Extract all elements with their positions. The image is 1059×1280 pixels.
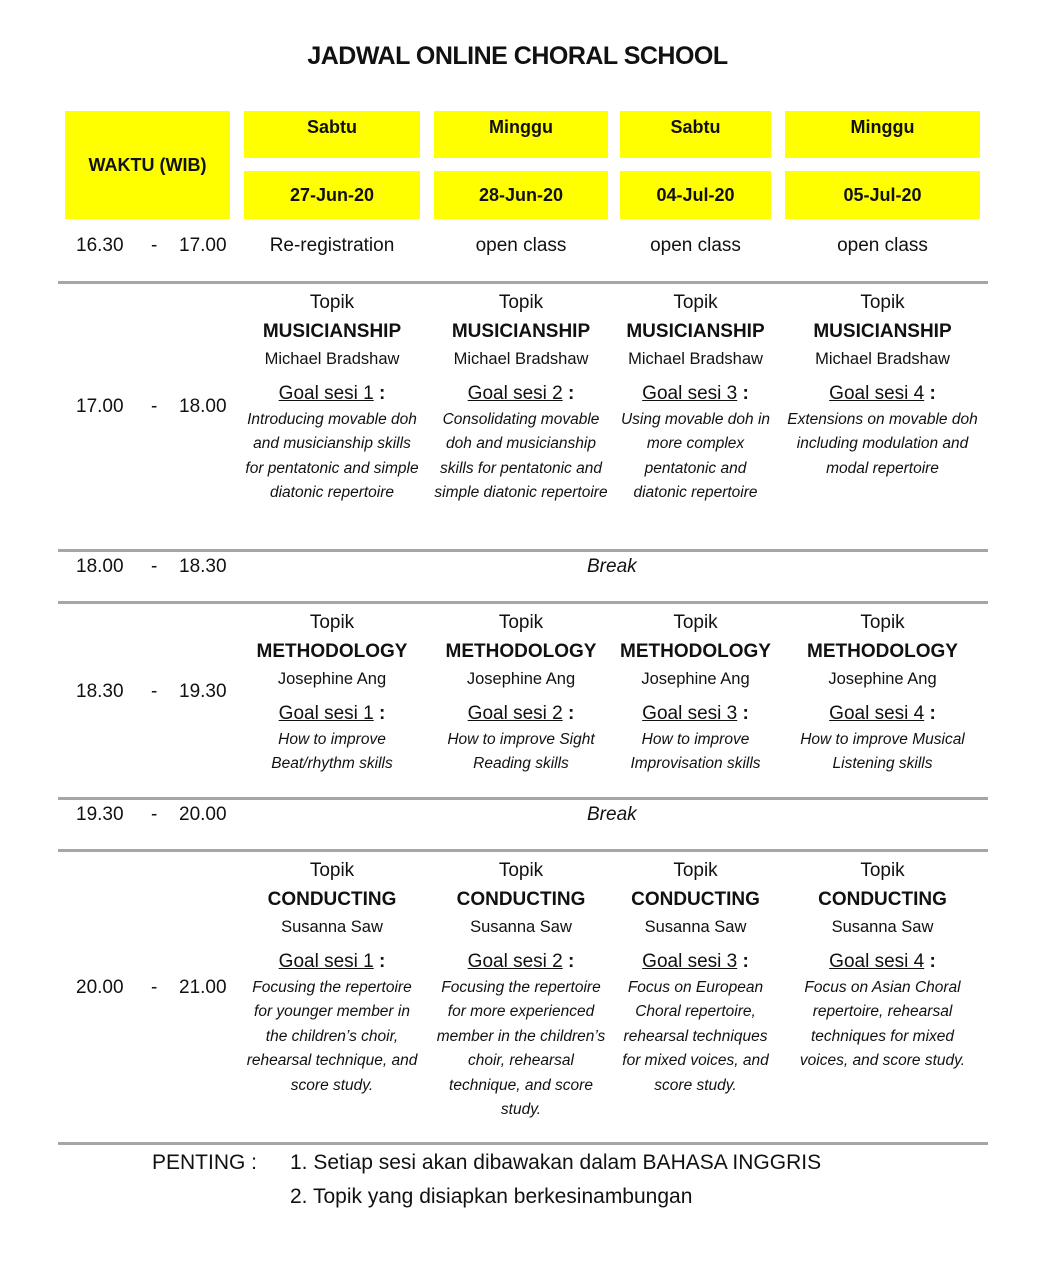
time-end: 17.00 xyxy=(179,235,227,256)
goal-colon: : xyxy=(379,383,386,404)
row1-cell-2: open class xyxy=(475,235,567,256)
goal-description: How to improve Musical Listening skills xyxy=(800,731,965,773)
break-label: Break xyxy=(587,556,637,577)
goal-description: Extensions on movable doh including modulation and modal repertoire xyxy=(787,411,978,477)
row1-cell-1: Re-registration xyxy=(269,235,395,256)
time-dash: - xyxy=(151,556,158,577)
header-waktu: WAKTU (WIB) xyxy=(65,111,230,219)
time-end: 20.00 xyxy=(179,804,227,825)
topik-label: Topik xyxy=(498,860,544,881)
goal-description: Consolidating movable doh and musicianship skills for pentatonic and simple diatonic repertoire xyxy=(434,411,608,502)
goal-label: Goal sesi 3 xyxy=(642,951,738,972)
session-cell xyxy=(434,608,608,777)
goal-label: Goal sesi 2 xyxy=(467,383,563,404)
header-day-3: Sabtu xyxy=(620,111,771,158)
header-day-4: Minggu xyxy=(785,111,980,158)
topik-label: Topik xyxy=(309,292,355,313)
goal-description: How to improve Improvisation skills xyxy=(630,731,761,773)
goal-description: Focusing the repertoire for more experienced member in the children’s choir, rehearsal technique, and score study. xyxy=(436,979,606,1119)
row-divider xyxy=(58,601,988,604)
goal-label: Goal sesi 3 xyxy=(642,703,738,724)
time-start: 18.30 xyxy=(76,681,124,702)
goal-colon: : xyxy=(568,951,575,972)
goal-label: Goal sesi 1 xyxy=(278,383,374,404)
subject-title: MUSICIANSHIP xyxy=(262,321,402,342)
subject-title: CONDUCTING xyxy=(818,889,947,910)
goal-label: Goal sesi 1 xyxy=(278,951,374,972)
topik-label: Topik xyxy=(498,612,544,633)
teacher-name: Susanna Saw xyxy=(470,918,572,936)
time-dash: - xyxy=(151,681,158,702)
page-title: JADWAL ONLINE CHORAL SCHOOL xyxy=(307,42,728,70)
goal-heading xyxy=(620,947,771,976)
goal-heading xyxy=(785,699,980,728)
teacher-name: Josephine Ang xyxy=(828,670,937,688)
session-cell xyxy=(785,856,980,1074)
teacher-name: Michael Bradshaw xyxy=(815,350,950,368)
teacher-name: Josephine Ang xyxy=(641,670,750,688)
goal-colon: : xyxy=(379,703,386,724)
row1-cell-3: open class xyxy=(650,235,741,256)
session-cell xyxy=(434,856,608,1122)
topik-label: Topik xyxy=(673,612,718,633)
row-divider xyxy=(58,797,988,800)
session-cell xyxy=(620,856,771,1098)
goal-label: Goal sesi 2 xyxy=(467,703,563,724)
goal-label: Goal sesi 1 xyxy=(278,703,374,724)
goal-description: Introducing movable doh and musicianship skills for pentatonic and simple diatonic repertoire xyxy=(245,411,419,502)
goal-label: Goal sesi 4 xyxy=(829,703,925,724)
goal-colon: : xyxy=(742,951,749,972)
teacher-name: Susanna Saw xyxy=(644,918,747,936)
row-divider xyxy=(58,281,988,284)
time-dash: - xyxy=(151,804,158,825)
goal-heading xyxy=(620,699,771,728)
header-date-2: 28-Jun-20 xyxy=(434,171,608,219)
session-cell xyxy=(244,856,420,1098)
goal-heading xyxy=(785,379,980,408)
topik-label: Topik xyxy=(860,292,905,313)
goal-colon: : xyxy=(742,703,749,724)
goal-colon: : xyxy=(929,703,936,724)
subject-title: METHODOLOGY xyxy=(620,641,771,662)
teacher-name: Susanna Saw xyxy=(831,918,934,936)
subject-title: CONDUCTING xyxy=(456,889,586,910)
goal-colon: : xyxy=(568,703,575,724)
row-divider xyxy=(58,1142,988,1145)
time-start: 16.30 xyxy=(76,235,124,256)
topik-label: Topik xyxy=(860,612,905,633)
goal-colon: : xyxy=(742,383,749,404)
teacher-name: Michael Bradshaw xyxy=(453,350,589,368)
goal-colon: : xyxy=(929,383,936,404)
goal-colon: : xyxy=(379,951,386,972)
session-cell xyxy=(785,288,980,481)
time-dash: - xyxy=(151,235,158,256)
goal-heading xyxy=(244,379,420,408)
header-day-2: Minggu xyxy=(434,111,608,158)
teacher-name: Michael Bradshaw xyxy=(264,350,400,368)
time-dash: - xyxy=(151,396,158,417)
goal-heading xyxy=(244,947,420,976)
goal-description: Focus on Asian Choral repertoire, rehearsal techniques for mixed voices, and score study. xyxy=(799,979,966,1070)
goal-description: Focus on European Choral repertoire, rehearsal techniques for mixed voices, and score study. xyxy=(622,979,769,1094)
session-cell xyxy=(434,288,608,506)
subject-title: METHODOLOGY xyxy=(445,641,597,662)
time-end: 18.00 xyxy=(179,396,227,417)
time-end: 21.00 xyxy=(179,977,227,998)
session-cell xyxy=(620,608,771,777)
topik-label: Topik xyxy=(860,860,905,881)
goal-label: Goal sesi 2 xyxy=(467,951,563,972)
time-start: 19.30 xyxy=(76,804,124,825)
subject-title: CONDUCTING xyxy=(631,889,760,910)
time-end: 18.30 xyxy=(179,556,227,577)
goal-description: How to improve Sight Reading skills xyxy=(447,731,595,773)
goal-heading xyxy=(434,699,608,728)
subject-title: MUSICIANSHIP xyxy=(626,321,765,342)
goal-heading xyxy=(244,699,420,728)
topik-label: Topik xyxy=(309,860,355,881)
goal-colon: : xyxy=(568,383,575,404)
subject-title: METHODOLOGY xyxy=(256,641,408,662)
footer-label: PENTING : xyxy=(152,1151,258,1174)
goal-description: Using movable doh in more complex pentatonic and diatonic repertoire xyxy=(620,411,771,502)
row1-cell-4: open class xyxy=(837,235,928,256)
goal-description: Focusing the repertoire for younger member in the children’s choir, rehearsal technique, and score study. xyxy=(246,979,418,1094)
session-cell xyxy=(785,608,980,777)
session-cell xyxy=(620,288,771,506)
time-end: 19.30 xyxy=(179,681,227,702)
goal-colon: : xyxy=(929,951,936,972)
teacher-name: Michael Bradshaw xyxy=(628,350,763,368)
break-label: Break xyxy=(587,804,637,825)
header-date-1: 27-Jun-20 xyxy=(244,171,420,219)
header-date-4: 05-Jul-20 xyxy=(785,171,980,219)
session-cell xyxy=(244,608,420,777)
time-start: 18.00 xyxy=(76,556,124,577)
time-start: 20.00 xyxy=(76,977,124,998)
goal-heading xyxy=(620,379,771,408)
teacher-name: Susanna Saw xyxy=(281,918,383,936)
topik-label: Topik xyxy=(309,612,355,633)
topik-label: Topik xyxy=(673,292,718,313)
teacher-name: Josephine Ang xyxy=(466,670,576,688)
goal-description: How to improve Beat/rhythm skills xyxy=(271,731,393,773)
time-start: 17.00 xyxy=(76,396,124,417)
subject-title: CONDUCTING xyxy=(267,889,397,910)
goal-label: Goal sesi 4 xyxy=(829,951,925,972)
row-divider xyxy=(58,849,988,852)
subject-title: METHODOLOGY xyxy=(807,641,958,662)
goal-label: Goal sesi 3 xyxy=(642,383,738,404)
footer-note-1: 1. Setiap sesi akan dibawakan dalam BAHASA INGGRIS xyxy=(290,1151,822,1174)
goal-label: Goal sesi 4 xyxy=(829,383,925,404)
subject-title: MUSICIANSHIP xyxy=(451,321,591,342)
teacher-name: Josephine Ang xyxy=(277,670,387,688)
row-divider xyxy=(58,549,988,552)
topik-label: Topik xyxy=(673,860,718,881)
goal-heading xyxy=(434,947,608,976)
header-date-3: 04-Jul-20 xyxy=(620,171,771,219)
subject-title: MUSICIANSHIP xyxy=(813,321,952,342)
goal-heading xyxy=(785,947,980,976)
footer-note-2: 2. Topik yang disiapkan berkesinambungan xyxy=(290,1185,693,1208)
goal-heading xyxy=(434,379,608,408)
session-cell xyxy=(244,288,420,506)
header-day-1: Sabtu xyxy=(244,111,420,158)
topik-label: Topik xyxy=(498,292,544,313)
time-dash: - xyxy=(151,977,158,998)
